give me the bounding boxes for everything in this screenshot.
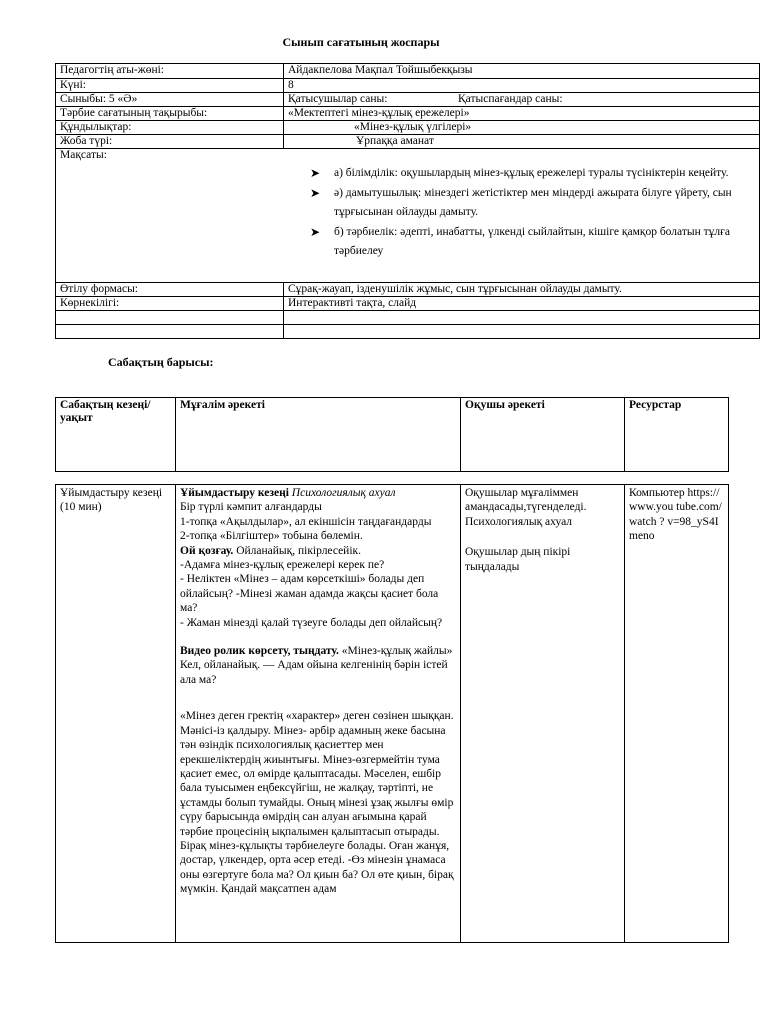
header-stage: Сабақтың кезеңі/ уақыт — [56, 398, 176, 472]
goals-list — [286, 150, 755, 262]
resources-text: Компьютер https://www.you tube.com/watch ? v=98_yS4Imeno — [629, 487, 722, 543]
question-line: - Жаман мінезді қалай түзеуге болады деп ойлайсың? — [180, 616, 443, 629]
lesson-body-table — [55, 484, 729, 943]
goal-item: ➤ а) білімділік: оқушылардың мінез-құлық ережелері туралы түсініктерін кеңейту. — [310, 164, 755, 184]
brainstorm-text: Ойланайық, пікірлесейік. — [233, 544, 361, 557]
values-label: Құндылықтар: — [56, 121, 284, 135]
form-value: Сұрақ-жауап, ізденушілік жұмыс, сын тұрғысынан ойлауды дамыту. — [284, 283, 760, 297]
topic-label: Тәрбие сағатының тақырыбы: — [56, 107, 284, 121]
teacher-value: Айдакпелова Мақпал Тойшыбекқызы — [284, 64, 760, 79]
visual-value: Интерактивті тақта, слайд — [284, 297, 760, 311]
instruction-line: Бір түрлі кәмпит алғандарды — [180, 501, 322, 514]
form-label: Өтілу формасы: — [56, 283, 284, 297]
teacher-action-cell — [176, 485, 461, 943]
arrow-bullet-icon: ➤ — [310, 166, 321, 180]
arrow-bullet-icon: ➤ — [310, 185, 321, 200]
values-value: «Мінез-құлық үлгілері» — [284, 121, 760, 135]
arrow-bullet-icon: ➤ — [310, 224, 321, 239]
day-value: 8 — [284, 79, 760, 93]
visual-label: Көрнекілігі: — [56, 297, 284, 311]
absent-count-label: Қатыспағандар саны: — [458, 93, 563, 105]
student-action-text: Оқушылар мұғаліммен амандасады,түгенделеді. Психологиялық ахуал — [465, 487, 587, 528]
project-value: Ұрпаққа аманат — [284, 135, 760, 149]
question-line: -Адамға мінез-құлық ережелері керек пе? — [180, 559, 385, 572]
day-label: Күні: — [56, 79, 284, 93]
topic-value: «Мектептегі мінез-құлық ережелері» — [284, 107, 760, 121]
header-student-action: Оқушы әрекеті — [461, 398, 625, 472]
question-line: - Неліктен «Мінез – адам көрсеткіші» болады деп ойлайсың? -Мінезі жаман адамда жақсы қасиет бола ма? — [180, 573, 439, 615]
project-label: Жоба түрі: — [56, 135, 284, 149]
class-label: Сыныбы: 5 «Ә» — [56, 93, 284, 107]
goal-item: ➤ ә) дамытушылық: мінездегі жетістіктер мен міндерді ажырата білуге үйрету, сын тұрғысынан ойлауды дамыту. — [310, 185, 732, 218]
character-paragraph: «Мінез деген гректің «характер» деген сөзінен шыққан. Мәнісі-із қалдыру. Мінез- әрбір адамның жеке басына тән өзіндік психологиялық қасиеттер мен ерекшеліктердің жиынтығы. Мінез-өзгермейтін тума қасиет емес, ол өмірде қалыптасады. Мәселен, ешбір бала туысымен еңбексүйгіш, не жалқау, тәртіпті, не ұстамды болып тумайды. Оның мінезі ұзақ жылғы өмір сүру барысында өмірдің сан алуан ағымына қарай тәрбие процесінің ықпалымен қалыптасып отырады. Бірақ мінез-құлықты тәрбиелеуге болады. Оған жанұя, достар, үлкендер, орта әсер етеді. -Өз мінезін ұнамаса оны өзгертуге бола ма? Ол қиын ба? Ол өте қиын, бірақ мүмкін. Қандай мақсатпен адам — [180, 710, 454, 896]
attendance-cell — [284, 93, 760, 107]
header-resources: Ресурстар — [625, 398, 729, 472]
info-table — [55, 63, 760, 339]
goals-cell — [56, 149, 760, 283]
student-action-text: Оқушылар дың пікірі тыңдалады — [465, 546, 571, 573]
empty-cell — [56, 311, 284, 325]
goal-item: ➤ б) тәрбиелік: әдепті, инабатты, үлкенді сыйлайтын, кішіге қамқор болатын тұлға тәрбиелеу — [310, 224, 730, 257]
instruction-line: 2-топқа «Білгіштер» тобына бөлемін. — [180, 530, 363, 543]
goals-label: Мақсаты: — [60, 149, 107, 161]
student-action-cell — [461, 485, 625, 943]
empty-cell — [56, 325, 284, 339]
lesson-progress-heading: Сабақтың барысы: — [108, 355, 214, 369]
empty-cell — [284, 325, 760, 339]
lesson-header-table — [55, 397, 729, 472]
stage-cell: Ұйымдастыру кезеңі (10 мин) — [56, 485, 176, 943]
stage-heading: Ұйымдастыру кезеңі — [180, 487, 289, 499]
empty-cell — [284, 311, 760, 325]
header-teacher-action: Мұғалім әрекеті — [176, 398, 461, 472]
video-heading: Видео ролик көрсету, тыңдату. — [180, 645, 339, 658]
present-count-label: Қатысушылар саны: — [288, 93, 388, 105]
resources-cell — [625, 485, 729, 943]
brainstorm-heading: Ой қозғау. — [180, 544, 234, 557]
instruction-line: 1-топқа «Ақылдылар», ал екіншісін таңдағандарды — [180, 515, 432, 528]
page-title: Сынып сағатының жоспары — [282, 35, 440, 49]
video-text: «Мінез-құлық жайлы» Кел, ойланайық. — Адам ойына келгенінің бәрін істей ала ма? — [180, 645, 453, 686]
teacher-label: Педагогтің аты-жөні: — [56, 64, 284, 79]
stage-heading-italic: Психологиялық ахуал — [291, 487, 396, 499]
